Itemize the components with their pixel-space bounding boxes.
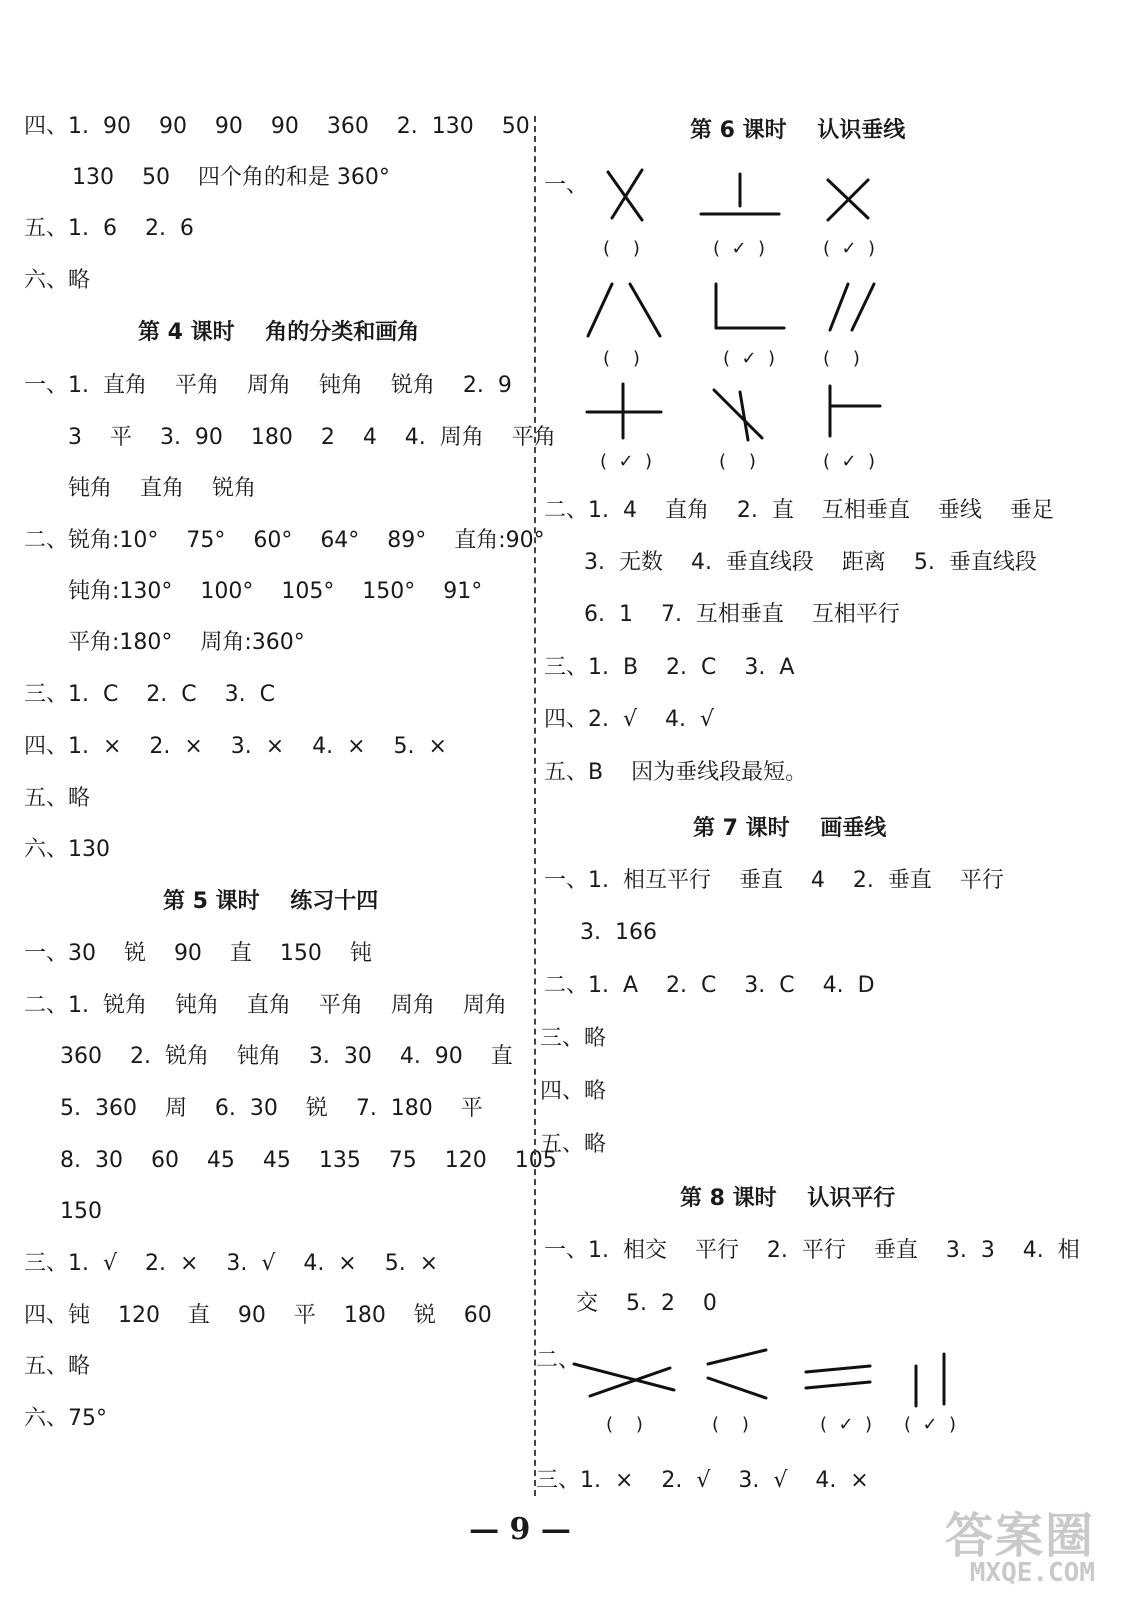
answer-paren-12: ( ✓ ): [820, 1414, 873, 1435]
l-line-8: 钝角 直角 锐角: [68, 476, 256, 501]
l-line-2: 130 50 四个角的和是 360°: [72, 165, 390, 190]
r-line-14: 四、略: [540, 1079, 607, 1104]
section-heading-7: 第 7 课时 画垂线: [693, 816, 887, 841]
answer-paren-9: ( ✓ ): [823, 451, 876, 472]
fig-right-angle: [706, 278, 796, 348]
l-line-12: 三、1. C 2. C 3. C: [24, 682, 275, 707]
answer-paren-8: ( ): [719, 451, 756, 472]
r-line-5: 6. 1 7. 互相垂直 互相平行: [584, 602, 900, 627]
l-line-21: 8. 30 60 45 45 135 75 120 105: [60, 1148, 557, 1173]
answer-paren-2: ( ✓ ): [713, 238, 766, 259]
r-line-17: 一、1. 相交 平行 2. 平行 垂直 3. 3 4. 相: [544, 1238, 1080, 1263]
fig-angle-lines: [582, 278, 672, 348]
r-line-10: 一、1. 相互平行 垂直 4 2. 垂直 平行: [544, 868, 1004, 893]
answer-paren-6: ( ): [823, 348, 860, 369]
l-line-15: 六、130: [24, 837, 110, 862]
l-line-9: 二、锐角:10° 75° 60° 64° 89° 直角:90°: [24, 528, 545, 553]
l-line-10: 钝角:130° 100° 105° 150° 91°: [68, 579, 483, 604]
l-line-14: 五、略: [24, 786, 91, 811]
l-line-11: 平角:180° 周角:360°: [68, 630, 305, 655]
l-line-20: 5. 360 周 6. 30 锐 7. 180 平: [60, 1096, 483, 1121]
answer-paren-4: ( ): [603, 348, 640, 369]
fig-vertical-tee: [822, 380, 892, 450]
column-divider: [534, 116, 536, 1496]
r-line-3: 二、1. 4 直角 2. 直 互相垂直 垂线 垂足: [544, 498, 1054, 523]
l-line-25: 五、略: [24, 1354, 91, 1379]
fig-parallel-lines: [800, 1356, 880, 1406]
fig-crossing-lines-b: [820, 168, 880, 228]
l-line-17: 一、30 锐 90 直 150 钝: [24, 941, 372, 966]
l-line-23: 三、1. √ 2. × 3. √ 4. × 5. ×: [24, 1251, 439, 1276]
fig-vertical-parallel-lines: [904, 1348, 964, 1418]
watermark-logo: [944, 1508, 1095, 1588]
fig-diagonal-cross: [706, 384, 776, 454]
answer-paren-3: ( ✓ ): [823, 238, 876, 259]
answer-paren-1: ( ): [603, 238, 640, 259]
fig-parallel-slant: [822, 278, 882, 348]
fig-crossing-lines-a: [598, 164, 658, 224]
r-line-4: 3. 无数 4. 垂直线段 距离 5. 垂直线段: [584, 550, 1037, 575]
r-line-13: 三、略: [540, 1026, 607, 1051]
answer-paren-13: ( ✓ ): [904, 1414, 957, 1435]
section-heading-4: 第 4 课时 角的分类和画角: [138, 320, 420, 345]
r-line-2: 一、: [544, 173, 589, 198]
r-line-8: 五、B 因为垂线段最短。: [544, 760, 808, 785]
r-line-19: 二、: [536, 1348, 581, 1373]
l-line-19: 360 2. 锐角 钝角 3. 30 4. 90 直: [60, 1044, 513, 1069]
section-heading-6: 第 6 课时 认识垂线: [690, 118, 906, 143]
fig-x-crossing-lines: [570, 1356, 680, 1406]
l-line-7: 3 平 3. 90 180 2 4 4. 周角 平角: [68, 425, 556, 450]
watermark-title: 答案圈: [944, 1508, 1095, 1564]
r-line-20: 三、1. × 2. √ 3. √ 4. ×: [536, 1468, 869, 1493]
r-line-7: 四、2. √ 4. √: [544, 707, 714, 732]
r-line-12: 二、1. A 2. C 3. C 4. D: [544, 973, 875, 998]
l-line-4: 六、略: [24, 268, 91, 293]
answer-paren-5: ( ✓ ): [723, 348, 776, 369]
l-line-1: 四、1. 90 90 90 90 360 2. 130 50: [24, 114, 530, 139]
l-line-22: 150: [60, 1199, 102, 1224]
l-line-18: 二、1. 锐角 钝角 直角 平角 周角 周角: [24, 993, 507, 1018]
answer-paren-11: ( ): [712, 1414, 749, 1435]
r-line-15: 五、略: [540, 1132, 607, 1157]
r-line-6: 三、1. B 2. C 3. A: [544, 655, 795, 680]
watermark-url: MXQE.COM: [969, 1558, 1095, 1588]
fig-plus-cross: [585, 380, 675, 450]
fig-t-perpendicular: [695, 168, 795, 228]
answer-paren-10: ( ): [606, 1414, 643, 1435]
answer-paren-7: ( ✓ ): [600, 451, 653, 472]
l-line-3: 五、1. 6 2. 6: [24, 216, 194, 241]
section-heading-5: 第 5 课时 练习十四: [163, 889, 379, 914]
r-line-11: 3. 166: [580, 920, 657, 945]
l-line-13: 四、1. × 2. × 3. × 4. × 5. ×: [24, 734, 447, 759]
fig-converging-lines: [700, 1346, 780, 1406]
l-line-6: 一、1. 直角 平角 周角 钝角 锐角 2. 9: [24, 373, 512, 398]
r-line-18: 交 5. 2 0: [576, 1291, 717, 1316]
l-line-24: 四、钝 120 直 90 平 180 锐 60: [24, 1303, 492, 1328]
section-heading-8: 第 8 课时 认识平行: [680, 1186, 896, 1211]
page-number: — 9 —: [469, 1512, 571, 1547]
l-line-26: 六、75°: [24, 1406, 107, 1431]
